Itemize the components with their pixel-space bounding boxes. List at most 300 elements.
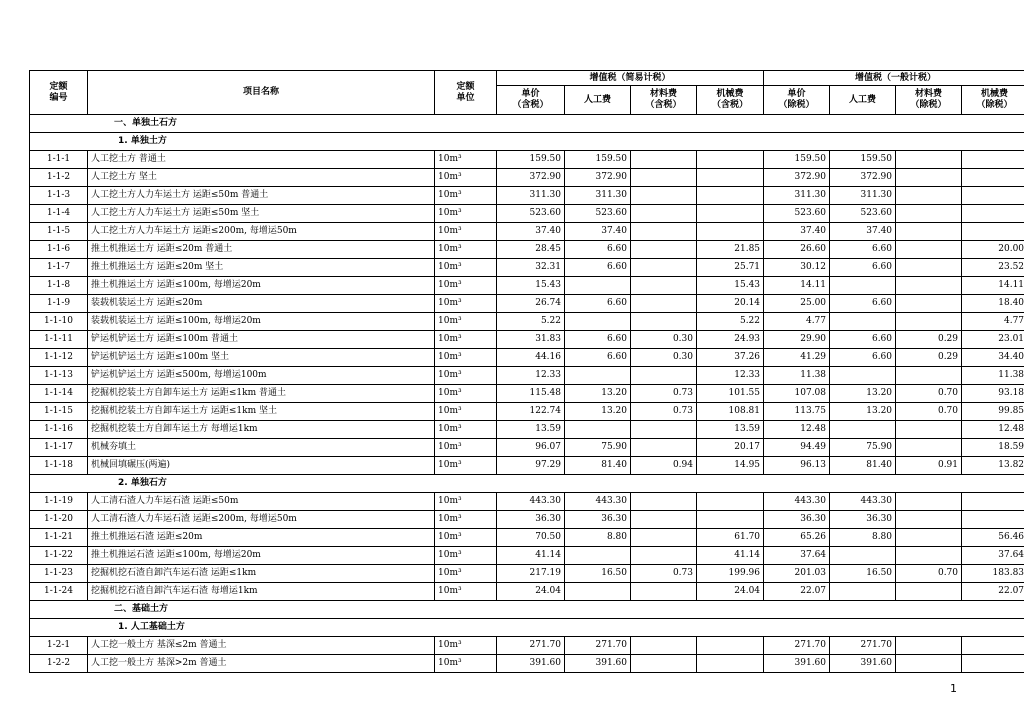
value-cell: 0.70 — [896, 385, 962, 403]
value-cell — [962, 205, 1024, 223]
item-name-cell: 人工挖土方人力车运土方 运距≤200m, 每增运50m — [88, 223, 435, 241]
quota-code-cell: 1-1-16 — [30, 421, 88, 439]
value-cell: 0.73 — [631, 565, 697, 583]
value-cell: 25.71 — [697, 259, 764, 277]
item-name-cell: 人工清石渣人力车运石渣 运距≤50m — [88, 493, 435, 511]
value-cell — [631, 259, 697, 277]
header-subcolumn: 单价 （含税） — [497, 86, 565, 115]
item-name-cell: 铲运机铲运土方 运距≤500m, 每增运100m — [88, 367, 435, 385]
value-cell: 32.31 — [497, 259, 565, 277]
value-cell: 15.43 — [497, 277, 565, 295]
quota-code-cell: 1-1-24 — [30, 583, 88, 601]
unit-cell: 10m³ — [435, 511, 497, 529]
header-subcolumn: 机械费 （除税） — [962, 86, 1024, 115]
value-cell: 115.48 — [497, 385, 565, 403]
value-cell — [896, 313, 962, 331]
value-cell: 44.16 — [497, 349, 565, 367]
value-cell — [896, 169, 962, 187]
value-cell: 75.90 — [830, 439, 896, 457]
unit-cell: 10m³ — [435, 439, 497, 457]
value-cell — [830, 313, 896, 331]
unit-cell: 10m³ — [435, 241, 497, 259]
quota-code-cell: 1-1-8 — [30, 277, 88, 295]
value-cell: 108.81 — [697, 403, 764, 421]
table-row — [30, 169, 1024, 187]
value-cell — [631, 367, 697, 385]
value-cell: 96.13 — [764, 457, 830, 475]
value-cell: 159.50 — [497, 151, 565, 169]
value-cell — [631, 313, 697, 331]
unit-cell: 10m³ — [435, 259, 497, 277]
unit-cell: 10m³ — [435, 367, 497, 385]
value-cell: 372.90 — [764, 169, 830, 187]
table-row — [30, 637, 1024, 655]
item-name-cell: 推土机推运石渣 运距≤100m, 每增运20m — [88, 547, 435, 565]
value-cell: 391.60 — [565, 655, 631, 673]
value-cell: 0.29 — [896, 331, 962, 349]
unit-cell: 10m³ — [435, 547, 497, 565]
value-cell: 26.60 — [764, 241, 830, 259]
item-name-cell: 人工挖土方人力车运土方 运距≤50m 普通土 — [88, 187, 435, 205]
value-cell — [962, 223, 1024, 241]
table-row — [30, 259, 1024, 277]
unit-cell: 10m³ — [435, 295, 497, 313]
table-row — [30, 331, 1024, 349]
value-cell: 6.60 — [830, 295, 896, 313]
unit-cell: 10m³ — [435, 493, 497, 511]
header-subcolumn: 单价 （除税） — [764, 86, 830, 115]
value-cell: 97.29 — [497, 457, 565, 475]
item-name-cell: 人工挖一般土方 基深≤2m 普通土 — [88, 637, 435, 655]
item-name-cell: 人工挖土方人力车运土方 运距≤50m 坚土 — [88, 205, 435, 223]
value-cell — [896, 637, 962, 655]
value-cell: 12.33 — [497, 367, 565, 385]
value-cell: 75.90 — [565, 439, 631, 457]
value-cell: 199.96 — [697, 565, 764, 583]
value-cell: 18.59 — [962, 439, 1024, 457]
table-row — [30, 439, 1024, 457]
table-row — [30, 547, 1024, 565]
value-cell — [896, 187, 962, 205]
item-name-cell: 推土机推运土方 运距≤100m, 每增运20m — [88, 277, 435, 295]
section-title: 1. 人工基础土方 — [30, 619, 1024, 637]
value-cell: 41.14 — [697, 547, 764, 565]
value-cell: 14.11 — [764, 277, 830, 295]
value-cell — [830, 277, 896, 295]
table-row — [30, 151, 1024, 169]
quota-code-cell: 1-1-4 — [30, 205, 88, 223]
table-row — [30, 655, 1024, 673]
value-cell: 93.18 — [962, 385, 1024, 403]
value-cell: 0.73 — [631, 403, 697, 421]
value-cell — [830, 367, 896, 385]
quota-code-cell: 1-1-18 — [30, 457, 88, 475]
value-cell: 13.59 — [697, 421, 764, 439]
value-cell — [697, 205, 764, 223]
value-cell: 96.07 — [497, 439, 565, 457]
value-cell: 13.20 — [565, 403, 631, 421]
value-cell — [631, 169, 697, 187]
value-cell: 311.30 — [830, 187, 896, 205]
item-name-cell: 机械夯填土 — [88, 439, 435, 457]
unit-cell: 10m³ — [435, 313, 497, 331]
value-cell: 6.60 — [565, 331, 631, 349]
unit-cell: 10m³ — [435, 583, 497, 601]
value-cell — [631, 241, 697, 259]
value-cell: 81.40 — [830, 457, 896, 475]
item-name-cell: 机械回填碾压(两遍) — [88, 457, 435, 475]
value-cell — [631, 583, 697, 601]
quota-code-cell: 1-1-5 — [30, 223, 88, 241]
value-cell — [896, 205, 962, 223]
item-name-cell: 铲运机铲运土方 运距≤100m 普通土 — [88, 331, 435, 349]
value-cell: 23.52 — [962, 259, 1024, 277]
header-code: 定额 编号 — [30, 71, 88, 115]
value-cell: 37.40 — [764, 223, 830, 241]
table-row — [30, 277, 1024, 295]
value-cell: 6.60 — [830, 259, 896, 277]
value-cell: 0.91 — [896, 457, 962, 475]
value-cell: 31.83 — [497, 331, 565, 349]
value-cell: 6.60 — [830, 241, 896, 259]
value-cell: 311.30 — [764, 187, 830, 205]
value-cell: 183.83 — [962, 565, 1024, 583]
value-cell: 391.60 — [830, 655, 896, 673]
value-cell: 0.70 — [896, 565, 962, 583]
quota-code-cell: 1-1-12 — [30, 349, 88, 367]
unit-cell: 10m³ — [435, 529, 497, 547]
item-name-cell: 挖掘机挖装土方自卸车运土方 每增运1km — [88, 421, 435, 439]
section-heading-row — [30, 619, 1024, 637]
value-cell — [631, 421, 697, 439]
unit-cell: 10m³ — [435, 655, 497, 673]
value-cell: 37.64 — [764, 547, 830, 565]
table-row — [30, 583, 1024, 601]
table-row — [30, 511, 1024, 529]
value-cell — [565, 367, 631, 385]
value-cell: 6.60 — [565, 241, 631, 259]
value-cell: 443.30 — [565, 493, 631, 511]
value-cell: 372.90 — [830, 169, 896, 187]
value-cell: 61.70 — [697, 529, 764, 547]
value-cell — [631, 187, 697, 205]
value-cell — [896, 493, 962, 511]
value-cell: 36.30 — [497, 511, 565, 529]
table-row — [30, 313, 1024, 331]
table-row — [30, 385, 1024, 403]
value-cell: 5.22 — [697, 313, 764, 331]
value-cell — [565, 583, 631, 601]
value-cell: 159.50 — [830, 151, 896, 169]
value-cell — [631, 493, 697, 511]
unit-cell: 10m³ — [435, 403, 497, 421]
unit-cell: 10m³ — [435, 205, 497, 223]
header-unit: 定额 单位 — [435, 71, 497, 115]
value-cell — [830, 421, 896, 439]
section-heading-row — [30, 133, 1024, 151]
value-cell — [896, 511, 962, 529]
value-cell: 122.74 — [497, 403, 565, 421]
value-cell: 523.60 — [764, 205, 830, 223]
value-cell: 70.50 — [497, 529, 565, 547]
value-cell: 372.90 — [497, 169, 565, 187]
value-cell — [631, 295, 697, 313]
value-cell — [896, 367, 962, 385]
table-row — [30, 349, 1024, 367]
value-cell: 443.30 — [830, 493, 896, 511]
header-subcolumn: 材料费 （除税） — [896, 86, 962, 115]
section-heading-row — [30, 475, 1024, 493]
value-cell: 41.14 — [497, 547, 565, 565]
quota-code-cell: 1-1-7 — [30, 259, 88, 277]
value-cell: 0.70 — [896, 403, 962, 421]
value-cell: 6.60 — [830, 349, 896, 367]
header-name: 项目名称 — [88, 71, 435, 115]
value-cell: 201.03 — [764, 565, 830, 583]
value-cell: 37.40 — [565, 223, 631, 241]
quota-code-cell: 1-1-20 — [30, 511, 88, 529]
item-name-cell: 人工挖土方 普通土 — [88, 151, 435, 169]
quota-code-cell: 1-1-14 — [30, 385, 88, 403]
item-name-cell: 挖掘机挖石渣自卸汽车运石渣 运距≤1km — [88, 565, 435, 583]
value-cell: 18.40 — [962, 295, 1024, 313]
table-row — [30, 421, 1024, 439]
value-cell: 372.90 — [565, 169, 631, 187]
value-cell — [830, 547, 896, 565]
value-cell: 36.30 — [830, 511, 896, 529]
value-cell: 107.08 — [764, 385, 830, 403]
value-cell: 20.00 — [962, 241, 1024, 259]
table-row — [30, 457, 1024, 475]
header-subcolumn: 材料费 （含税） — [631, 86, 697, 115]
value-cell: 0.30 — [631, 349, 697, 367]
value-cell: 65.26 — [764, 529, 830, 547]
item-name-cell: 推土机推运石渣 运距≤20m — [88, 529, 435, 547]
value-cell: 0.73 — [631, 385, 697, 403]
value-cell — [962, 151, 1024, 169]
item-name-cell: 推土机推运土方 运距≤20m 坚土 — [88, 259, 435, 277]
value-cell — [631, 205, 697, 223]
quota-code-cell: 1-1-19 — [30, 493, 88, 511]
table-row — [30, 565, 1024, 583]
table-row — [30, 367, 1024, 385]
value-cell: 28.45 — [497, 241, 565, 259]
value-cell: 6.60 — [830, 331, 896, 349]
value-cell: 271.70 — [565, 637, 631, 655]
value-cell: 391.60 — [497, 655, 565, 673]
quota-code-cell: 1-1-23 — [30, 565, 88, 583]
value-cell — [896, 529, 962, 547]
value-cell — [631, 547, 697, 565]
value-cell — [631, 277, 697, 295]
page-number: 1 — [950, 682, 957, 695]
value-cell — [697, 223, 764, 241]
value-cell — [896, 241, 962, 259]
value-cell — [565, 313, 631, 331]
value-cell — [631, 511, 697, 529]
header-subcolumn: 机械费 （含税） — [697, 86, 764, 115]
quota-code-cell: 1-1-6 — [30, 241, 88, 259]
item-name-cell: 挖掘机挖石渣自卸汽车运石渣 每增运1km — [88, 583, 435, 601]
section-title: 一、单独土石方 — [30, 115, 1024, 133]
value-cell: 23.01 — [962, 331, 1024, 349]
value-cell: 12.48 — [962, 421, 1024, 439]
section-heading-row — [30, 601, 1024, 619]
table-row — [30, 187, 1024, 205]
value-cell — [896, 259, 962, 277]
table-row — [30, 241, 1024, 259]
value-cell: 0.29 — [896, 349, 962, 367]
value-cell: 523.60 — [565, 205, 631, 223]
value-cell: 13.20 — [830, 385, 896, 403]
value-cell: 311.30 — [497, 187, 565, 205]
unit-cell: 10m³ — [435, 151, 497, 169]
header-group-general: 增值税（一般计税） — [764, 71, 1024, 86]
quota-code-cell: 1-1-15 — [30, 403, 88, 421]
value-cell: 29.90 — [764, 331, 830, 349]
table-row — [30, 529, 1024, 547]
quota-code-cell: 1-1-21 — [30, 529, 88, 547]
value-cell: 6.60 — [565, 349, 631, 367]
quota-code-cell: 1-1-13 — [30, 367, 88, 385]
value-cell: 25.00 — [764, 295, 830, 313]
section-title: 1. 单独土方 — [30, 133, 1024, 151]
value-cell: 391.60 — [764, 655, 830, 673]
value-cell: 8.80 — [565, 529, 631, 547]
value-cell — [697, 187, 764, 205]
value-cell: 113.75 — [764, 403, 830, 421]
value-cell: 14.95 — [697, 457, 764, 475]
value-cell: 99.85 — [962, 403, 1024, 421]
value-cell — [565, 421, 631, 439]
quota-code-cell: 1-1-10 — [30, 313, 88, 331]
unit-cell: 10m³ — [435, 223, 497, 241]
unit-cell: 10m³ — [435, 421, 497, 439]
value-cell: 271.70 — [830, 637, 896, 655]
unit-cell: 10m³ — [435, 349, 497, 367]
quota-code-cell: 1-1-17 — [30, 439, 88, 457]
item-name-cell: 推土机推运土方 运距≤20m 普通土 — [88, 241, 435, 259]
value-cell — [565, 547, 631, 565]
value-cell: 271.70 — [764, 637, 830, 655]
header-subcolumn: 人工费 — [565, 86, 631, 115]
unit-cell: 10m³ — [435, 187, 497, 205]
unit-cell: 10m³ — [435, 457, 497, 475]
unit-cell: 10m³ — [435, 385, 497, 403]
value-cell — [631, 223, 697, 241]
value-cell: 443.30 — [497, 493, 565, 511]
value-cell: 443.30 — [764, 493, 830, 511]
value-cell: 22.07 — [764, 583, 830, 601]
unit-cell: 10m³ — [435, 331, 497, 349]
value-cell: 15.43 — [697, 277, 764, 295]
value-cell: 21.85 — [697, 241, 764, 259]
value-cell: 0.94 — [631, 457, 697, 475]
value-cell — [631, 655, 697, 673]
value-cell: 12.48 — [764, 421, 830, 439]
item-name-cell: 挖掘机挖装土方自卸车运土方 运距≤1km 坚土 — [88, 403, 435, 421]
value-cell — [697, 637, 764, 655]
value-cell — [631, 439, 697, 457]
table-row — [30, 493, 1024, 511]
value-cell: 5.22 — [497, 313, 565, 331]
value-cell — [962, 493, 1024, 511]
table-header — [30, 71, 1024, 115]
quota-code-cell: 1-1-2 — [30, 169, 88, 187]
value-cell — [697, 169, 764, 187]
value-cell: 36.30 — [764, 511, 830, 529]
quota-code-cell: 1-2-1 — [30, 637, 88, 655]
table-row — [30, 223, 1024, 241]
value-cell: 8.80 — [830, 529, 896, 547]
value-cell: 159.50 — [565, 151, 631, 169]
value-cell — [896, 151, 962, 169]
value-cell: 523.60 — [830, 205, 896, 223]
value-cell: 271.70 — [497, 637, 565, 655]
header-group-simple: 增值税（简易计税） — [497, 71, 764, 86]
value-cell: 34.40 — [962, 349, 1024, 367]
table-body — [30, 115, 1024, 673]
section-heading-row — [30, 115, 1024, 133]
value-cell: 159.50 — [764, 151, 830, 169]
value-cell: 41.29 — [764, 349, 830, 367]
value-cell: 11.38 — [962, 367, 1024, 385]
table-row — [30, 403, 1024, 421]
quota-code-cell: 1-1-3 — [30, 187, 88, 205]
value-cell: 24.93 — [697, 331, 764, 349]
value-cell: 37.40 — [497, 223, 565, 241]
value-cell: 30.12 — [764, 259, 830, 277]
item-name-cell: 人工挖一般土方 基深>2m 普通土 — [88, 655, 435, 673]
table-row — [30, 205, 1024, 223]
value-cell — [697, 511, 764, 529]
value-cell: 4.77 — [764, 313, 830, 331]
value-cell — [896, 223, 962, 241]
value-cell — [962, 169, 1024, 187]
value-cell: 20.17 — [697, 439, 764, 457]
table-row — [30, 295, 1024, 313]
item-name-cell: 人工清石渣人力车运石渣 运距≤200m, 每增运50m — [88, 511, 435, 529]
value-cell — [896, 655, 962, 673]
unit-cell: 10m³ — [435, 565, 497, 583]
value-cell — [697, 151, 764, 169]
value-cell — [962, 637, 1024, 655]
value-cell — [962, 511, 1024, 529]
unit-cell: 10m³ — [435, 277, 497, 295]
item-name-cell: 人工挖土方 坚土 — [88, 169, 435, 187]
quota-code-cell: 1-1-9 — [30, 295, 88, 313]
value-cell — [631, 637, 697, 655]
value-cell: 13.82 — [962, 457, 1024, 475]
value-cell: 13.20 — [565, 385, 631, 403]
value-cell — [896, 583, 962, 601]
value-cell: 0.30 — [631, 331, 697, 349]
item-name-cell: 挖掘机挖装土方自卸车运土方 运距≤1km 普通土 — [88, 385, 435, 403]
value-cell: 81.40 — [565, 457, 631, 475]
value-cell: 523.60 — [497, 205, 565, 223]
value-cell: 36.30 — [565, 511, 631, 529]
value-cell — [631, 529, 697, 547]
value-cell: 13.59 — [497, 421, 565, 439]
quota-code-cell: 1-1-11 — [30, 331, 88, 349]
value-cell: 24.04 — [697, 583, 764, 601]
item-name-cell: 装载机装运土方 运距≤20m — [88, 295, 435, 313]
value-cell — [697, 493, 764, 511]
value-cell — [962, 187, 1024, 205]
header-subcolumn: 人工费 — [830, 86, 896, 115]
quota-code-cell: 1-1-22 — [30, 547, 88, 565]
section-title: 2. 单独石方 — [30, 475, 1024, 493]
